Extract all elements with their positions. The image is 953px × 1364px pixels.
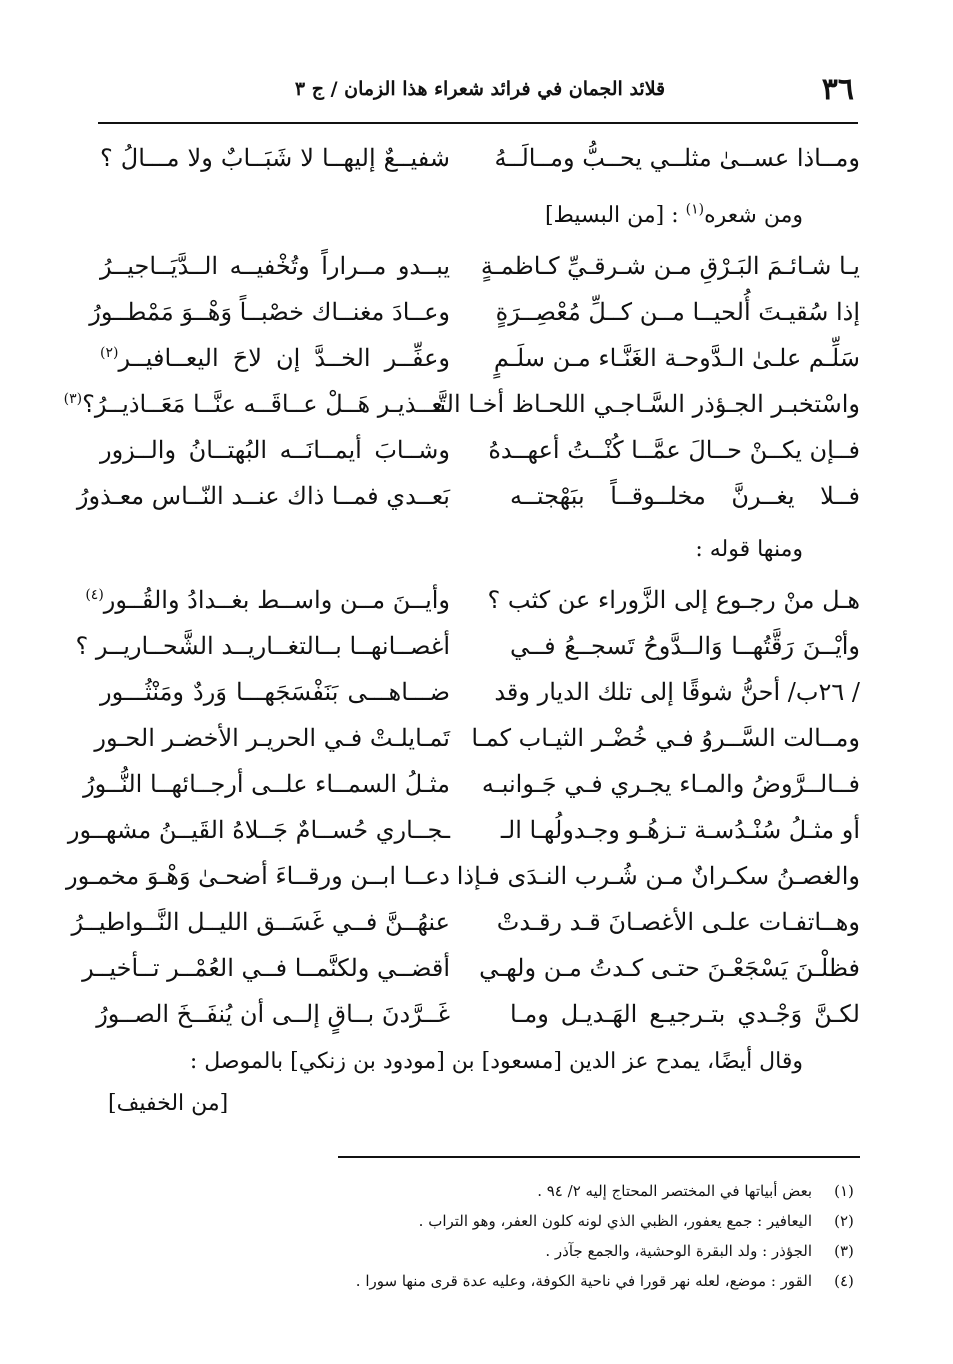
footnote bbox=[300, 1238, 860, 1264]
verse-first-hemistich: والغصـنُ سكـرانٌ مـن شُـرب النـدَى فـإذا bbox=[456, 862, 860, 890]
verse-line bbox=[76, 474, 860, 518]
verse-first-hemistich: ومــالت السَّــروُ فـي خُضْـر الثيـاب كمـا bbox=[471, 724, 860, 752]
footnote-ref: (٣) bbox=[63, 391, 83, 407]
verse-line bbox=[94, 716, 860, 760]
verse-second-hemistich: وعــادَ مغنــاك خصْبــاً وَهْــوَ مَمْطــورُ bbox=[89, 298, 450, 326]
verse-line bbox=[71, 900, 860, 944]
verse-first-hemistich: يـا شـائـمَ البَـرْقِ مـن شـرقـيِّ كـاظمـةٍ bbox=[480, 252, 860, 280]
footnote-ref: (٤) bbox=[85, 587, 104, 603]
verse-second-hemistich: شفيــعٌ إليهــا لا شَبَــابٌ ولا مـــالُ ؟ bbox=[100, 144, 450, 172]
verse-first-hemistich: فــلا يغــرنَّ مخلــوقــاً ببَهْجتــه bbox=[510, 482, 860, 510]
verse-line bbox=[65, 854, 860, 898]
hemistich-text: ـعــذيـر هَــلْ عــاقَــه عنَّــا مَعَــاذيــرُ؟ bbox=[82, 390, 450, 418]
verse-first-hemistich: أو مثـلُ سُنْـدُسـة تـزهُـو وجـدولُهـا الـ bbox=[500, 816, 860, 844]
verse-second-hemistich: بَعــدي فمــا ذاك عنــد النّــاس معـذورُ bbox=[76, 482, 450, 510]
footnote-rule bbox=[338, 1156, 860, 1158]
verse-first-hemistich: واسْتخبـر الجـؤذر السَّـاجـي اللحـاظ أخـا التَّـ bbox=[432, 390, 860, 418]
verse-second-hemistich: عنهُــنَّ فــي غَسَــق الليــل النَّــواطيــرُ bbox=[71, 908, 450, 936]
footnote-text: القور : موضع، لعله نهر قورا في ناحية الكوفة، وعليه عدة قرى منها سورا . bbox=[355, 1272, 812, 1290]
intro-text: ومن شعره bbox=[704, 203, 803, 228]
verse-second-hemistich: ضـــاهـــى بَنَفْسَجَهـــا وَردٌ ومَنْثُـــور bbox=[100, 678, 450, 706]
verse-second-hemistich: أقضــي ولكنَّمــا فــي العُمْــر تــأخيــر bbox=[82, 954, 450, 982]
page-header bbox=[100, 72, 860, 112]
verse-second-hemistich: دعــا ابــن ورقــاءَ أضحـىٰ وَهْـوَ مخمـور bbox=[65, 862, 450, 890]
verse-first-hemistich: / ٢٦ب/ أحنُّ شوقًا إلى تلك الديار وقد bbox=[494, 678, 860, 706]
verse-first-hemistich: وأيْــنَ رَقَّتُهــا وَالــدَّوحُ تَسجــعُ فــي bbox=[510, 632, 860, 660]
verse-first-hemistich: فــالــرَّوضُ والمـاء يجـري فـي جَـوانبـه bbox=[481, 770, 860, 798]
verse-second-hemistich: ـجــاري حُســامٌ جَــلاهُ القَيــنُ مشهــور bbox=[67, 816, 450, 844]
footnote-ref: (١) bbox=[685, 201, 705, 218]
footnote-text: الجؤذر : ولد البقرة الوحشية، والجمع جآذر . bbox=[545, 1242, 812, 1260]
verse-first-hemistich: ومــاذا عســىٰ مثلــي يحــبُّ ومــالَــهُ bbox=[494, 144, 860, 172]
verse-line bbox=[89, 290, 860, 334]
verse-first-hemistich: سَلِّـم علـىٰ الـدَّوحـة الغَنَّـاء مـن سلَـمٍ bbox=[493, 344, 860, 372]
verse-second-hemistich: أغصــانهــا بــالتغــاريــد الشَّحــاريــر ؟ bbox=[75, 632, 450, 660]
header-rule bbox=[98, 122, 858, 124]
verse-line bbox=[100, 336, 860, 380]
footnote bbox=[300, 1208, 860, 1234]
verse-line bbox=[96, 992, 860, 1036]
verse-line bbox=[67, 808, 860, 852]
verse-first-hemistich: هـل منْ رجـوع إلى الزَّوراء عن كثب ؟ bbox=[487, 586, 860, 614]
footnote-number: (٣) bbox=[834, 1242, 854, 1260]
verse-line bbox=[100, 670, 860, 714]
meter-label: [من الخفيف] bbox=[108, 1091, 229, 1116]
verse-second-hemistich: مثـلُ السمــاء علــى أرجــائهــا النُّــورُ bbox=[83, 770, 450, 798]
footnote-number: (١) bbox=[834, 1182, 854, 1200]
verse-first-hemistich: فظلْـنَ يَسْجَعْـنَ حتـى كـدتُ مـن ولهـي bbox=[479, 954, 860, 982]
verse-second-hemistich: تَمـايلـتْ فـي الحريـر الأخضـر الحـور bbox=[94, 724, 450, 752]
footnote-number: (٢) bbox=[834, 1212, 854, 1230]
verse-line bbox=[100, 428, 860, 472]
verse-first-hemistich: وهــاتفـات علـى الأغصـانَ قـد رقـدتْ bbox=[496, 908, 860, 936]
verse-first-hemistich: فــإن يكــنْ حــالَ عمَّــا كُنْــتُ أعهــدهُ bbox=[488, 436, 860, 464]
verse-first-hemistich: إذا سُقيـتَ أُلحيــا مــن كــلِّ مُعْصِــرَةٍ bbox=[495, 298, 860, 326]
verse-line bbox=[63, 382, 860, 426]
hemistich-text: وأيــنَ مــن واســط بغــدادُ والقُــور bbox=[103, 586, 450, 614]
verse-second-hemistich: وشــابَ أيمــانَــه البُهتــانُ والــزور bbox=[100, 436, 450, 464]
verse-second-hemistich: يبــدو مــراراً وتُخْفيــه الــدَّيَــاجيــرُ bbox=[100, 252, 450, 280]
verse-line bbox=[100, 244, 860, 288]
footnote bbox=[300, 1268, 860, 1294]
footnote-number: (٤) bbox=[834, 1272, 854, 1290]
verse-line bbox=[83, 762, 860, 806]
intro-line: ومنها قوله : bbox=[695, 537, 803, 562]
intro-line: وقال أيضًا، يمدح عز الدين [مسعود] بن [مودود بن زنكي] بالموصل : bbox=[189, 1049, 803, 1074]
verse-second-hemistich bbox=[63, 382, 450, 426]
verse-second-hemistich: غَــرَّدنَ بــاقٍ إلــى أن يُنفَــخَ الصــورُ bbox=[96, 1000, 450, 1028]
meter-label: : [من البسيط] bbox=[544, 203, 679, 228]
hemistich-text: وعفِّــر الخــدَّ إن لاحَ اليعــافيــر bbox=[118, 344, 450, 372]
footnote bbox=[300, 1178, 860, 1204]
verse-second-hemistich bbox=[85, 578, 450, 622]
footnote-text: اليعافير : جمع يعفور، الظبي الذي لونه كلون العفر، وهو التراب . bbox=[418, 1212, 812, 1230]
verse-line bbox=[85, 578, 860, 622]
verse-line bbox=[82, 946, 860, 990]
footnote-ref: (٢) bbox=[100, 345, 119, 361]
verse-line bbox=[100, 136, 860, 180]
verse-line bbox=[75, 624, 860, 668]
footnote-text: بعض أبياتها في المختصر المحتاج إليه ٢/ ٩٤ . bbox=[537, 1182, 812, 1200]
running-title: قلائد الجمان في فرائد شعراء هذا الزمان / ج ٣ bbox=[294, 78, 666, 100]
page-number: ٣٦ bbox=[821, 72, 854, 107]
verse-first-hemistich: لكـنَّ وَجْـدي بتـرجيـع الهَـديـل ومـا bbox=[510, 1000, 860, 1028]
intro-line bbox=[545, 196, 803, 236]
verse-second-hemistich bbox=[100, 336, 450, 380]
